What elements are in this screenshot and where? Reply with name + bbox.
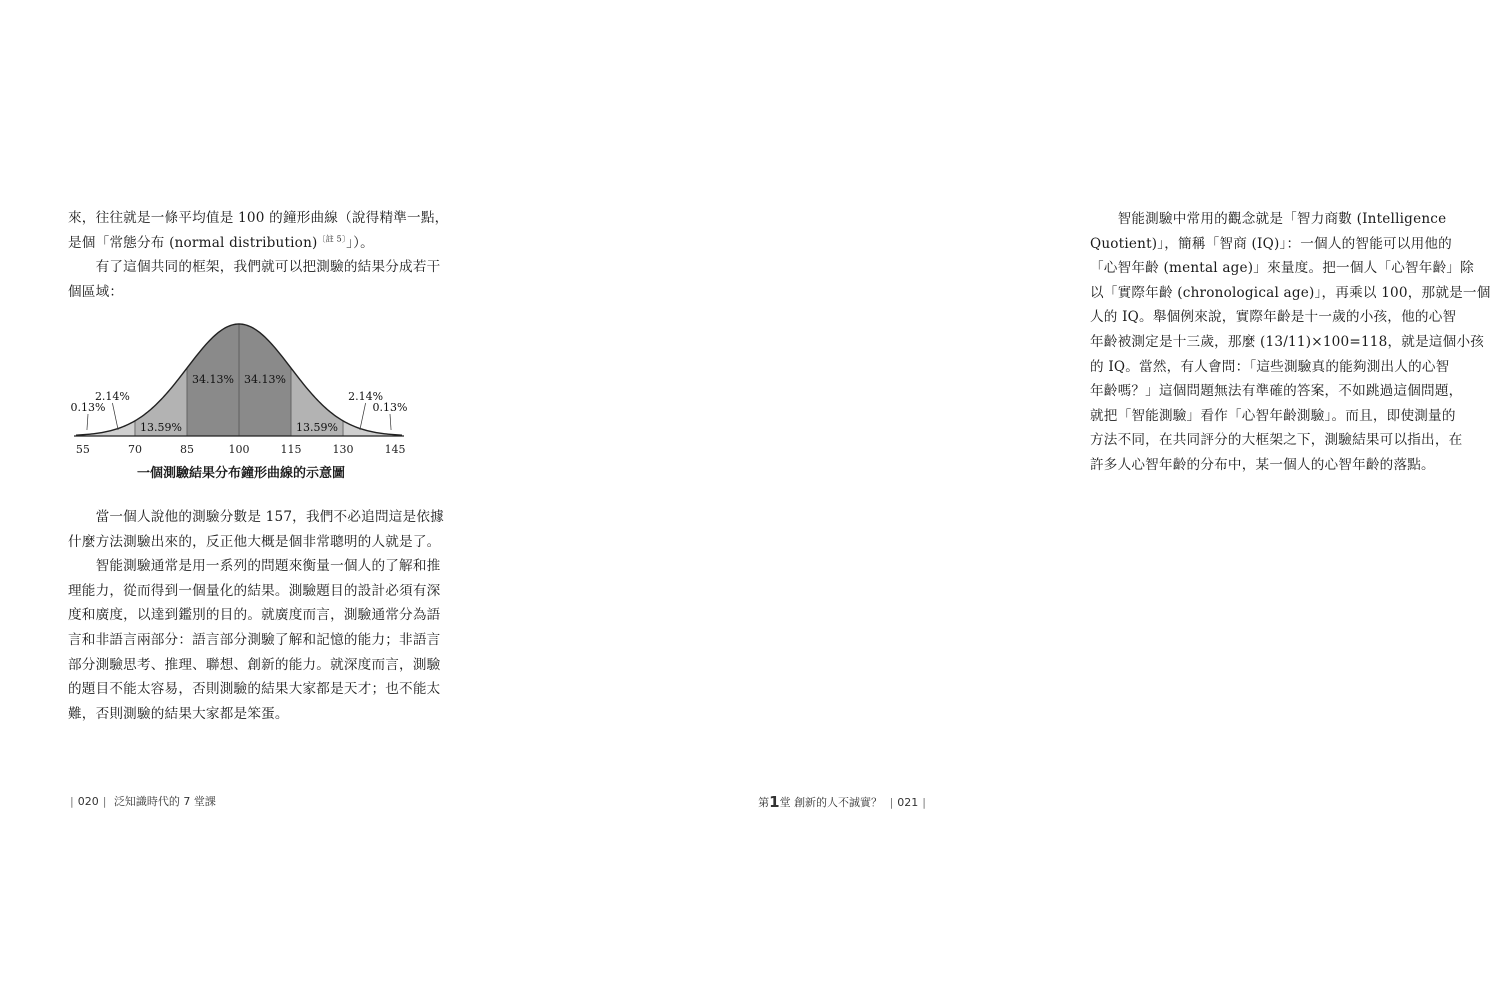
region-percent-label: 13.59% (296, 421, 339, 434)
page-number: 021 (897, 796, 919, 809)
x-tick-label: 145 (384, 443, 406, 456)
region-percent-label: 0.13% (372, 401, 408, 414)
bell-curve-chart (70, 318, 408, 458)
x-tick-label: 115 (280, 443, 302, 456)
label-leader-line (360, 403, 366, 430)
text-line: 個區域： (68, 283, 124, 300)
text-line: 年齡被測定是十三歲，那麼 (13/11)×100=118，就是這個小孩 (1090, 333, 1485, 350)
label-leader-line (87, 414, 88, 430)
region-percent-label: 34.13% (244, 373, 286, 386)
chapter-number: 1 (769, 793, 780, 811)
text-span: 是個「常態分布 (normal distribution) (68, 234, 318, 251)
text-line: 的 IQ。當然，有人會問：「這些測驗真的能夠測出人的心智 (1090, 358, 1450, 375)
text-line: 來，往往就是一條平均值是 100 的鐘形曲線（說得精準一點， (68, 210, 449, 226)
text-line: 的題目不能太容易，否則測驗的結果大家都是天才；也不能太 (68, 681, 441, 698)
text-line: 智能測驗中常用的觀念就是「智力商數 (Intelligence (1090, 211, 1447, 227)
divider: | (70, 795, 74, 808)
text-line: 智能測驗通常是用一系列的問題來衡量一個人的了解和推 (68, 558, 441, 575)
right-page-footer (758, 793, 930, 811)
text-line: 以「實際年齡 (chronological age)」，再乘以 100，那就是一個 (1090, 284, 1491, 301)
text-line: 當一個人說他的測驗分數是 157，我們不必追問這是依據 (68, 509, 444, 525)
region-percent-label: 2.14% (348, 390, 384, 403)
text-line: 年齡嗎？」這個問題無法有準確的答案，不如跳過這個問題， (1090, 383, 1463, 400)
divider: | (102, 795, 107, 808)
text-line: Quotient)」，簡稱「智商 (IQ)」：一個人的智能可以用他的 (1090, 235, 1452, 252)
text-line: 有了這個共同的框架，我們就可以把測驗的結果分成若干 (68, 259, 441, 276)
chapter-prefix: 第 (758, 796, 770, 809)
label-leader-line (112, 403, 118, 430)
divider: | (922, 796, 926, 809)
x-tick-label: 70 (127, 443, 142, 456)
region-percent-label: 0.13% (70, 401, 106, 414)
text-line: 「心智年齡 (mental age)」來量度。把一個人「心智年齡」除 (1090, 260, 1474, 277)
left-paragraph-block-2 (68, 505, 444, 726)
left-page (0, 0, 500, 1000)
region-percent-label: 34.13% (192, 373, 234, 386)
text-line: 人的 IQ。舉個例來說，實際年齡是十一歲的小孩，他的心智 (1090, 309, 1457, 326)
x-tick-label: 130 (332, 443, 354, 456)
text-line: 許多人心智年齡的分布中，某一個人的心智年齡的落點。 (1090, 456, 1435, 473)
x-tick-label: 55 (75, 443, 90, 456)
bell-curve-figure (70, 318, 408, 458)
text-line: 度和廣度，以達到鑑別的目的。就廣度而言，測驗通常分為語 (68, 607, 441, 624)
text-line: 部分測驗思考、推理、聯想、創新的能力。就深度而言，測驗 (68, 656, 441, 673)
figure-caption: 一個測驗結果分布鐘形曲線的示意圖 (136, 466, 345, 481)
label-leader-line (390, 414, 391, 430)
divider: | (889, 796, 894, 809)
text-line: 方法不同，在共同評分的大框架之下，測驗結果可以指出，在 (1090, 432, 1463, 449)
right-page (500, 0, 1491, 1000)
text-line: 難，否則測驗的結果大家都是笨蛋。 (68, 705, 289, 722)
x-tick-label: 85 (179, 443, 194, 456)
footnote-marker[interactable]: 〔註 5〕 (317, 234, 347, 244)
page-number: 020 (77, 795, 99, 808)
x-tick-label: 100 (228, 443, 250, 456)
text-line: 理能力，從而得到一個量化的結果。測驗題目的設計必須有深 (68, 582, 441, 599)
text-line: 什麼方法測驗出來的，反正他大概是個非常聰明的人就是了。 (68, 533, 441, 550)
region-percent-label: 2.14% (94, 390, 130, 403)
text-line: 就把「智能測驗」看作「心智年齡測驗」。而且，即使測量的 (1090, 407, 1456, 424)
text-line: 言和非語言兩部分：語言部分測驗了解和記憶的能力；非語言 (68, 631, 441, 648)
left-paragraph-block-1 (68, 206, 449, 304)
running-title: 泛知識時代的 7 堂課 (113, 795, 216, 808)
chapter-title: 創新的人不誠實？ (794, 796, 883, 809)
text-line-with-note (68, 231, 414, 256)
text-span: 」）。 (346, 234, 374, 251)
region-percent-label: 13.59% (139, 421, 182, 434)
left-page-footer (66, 793, 216, 809)
chapter-suffix: 堂 (779, 796, 791, 809)
right-paragraph-block-1 (1090, 207, 1491, 478)
